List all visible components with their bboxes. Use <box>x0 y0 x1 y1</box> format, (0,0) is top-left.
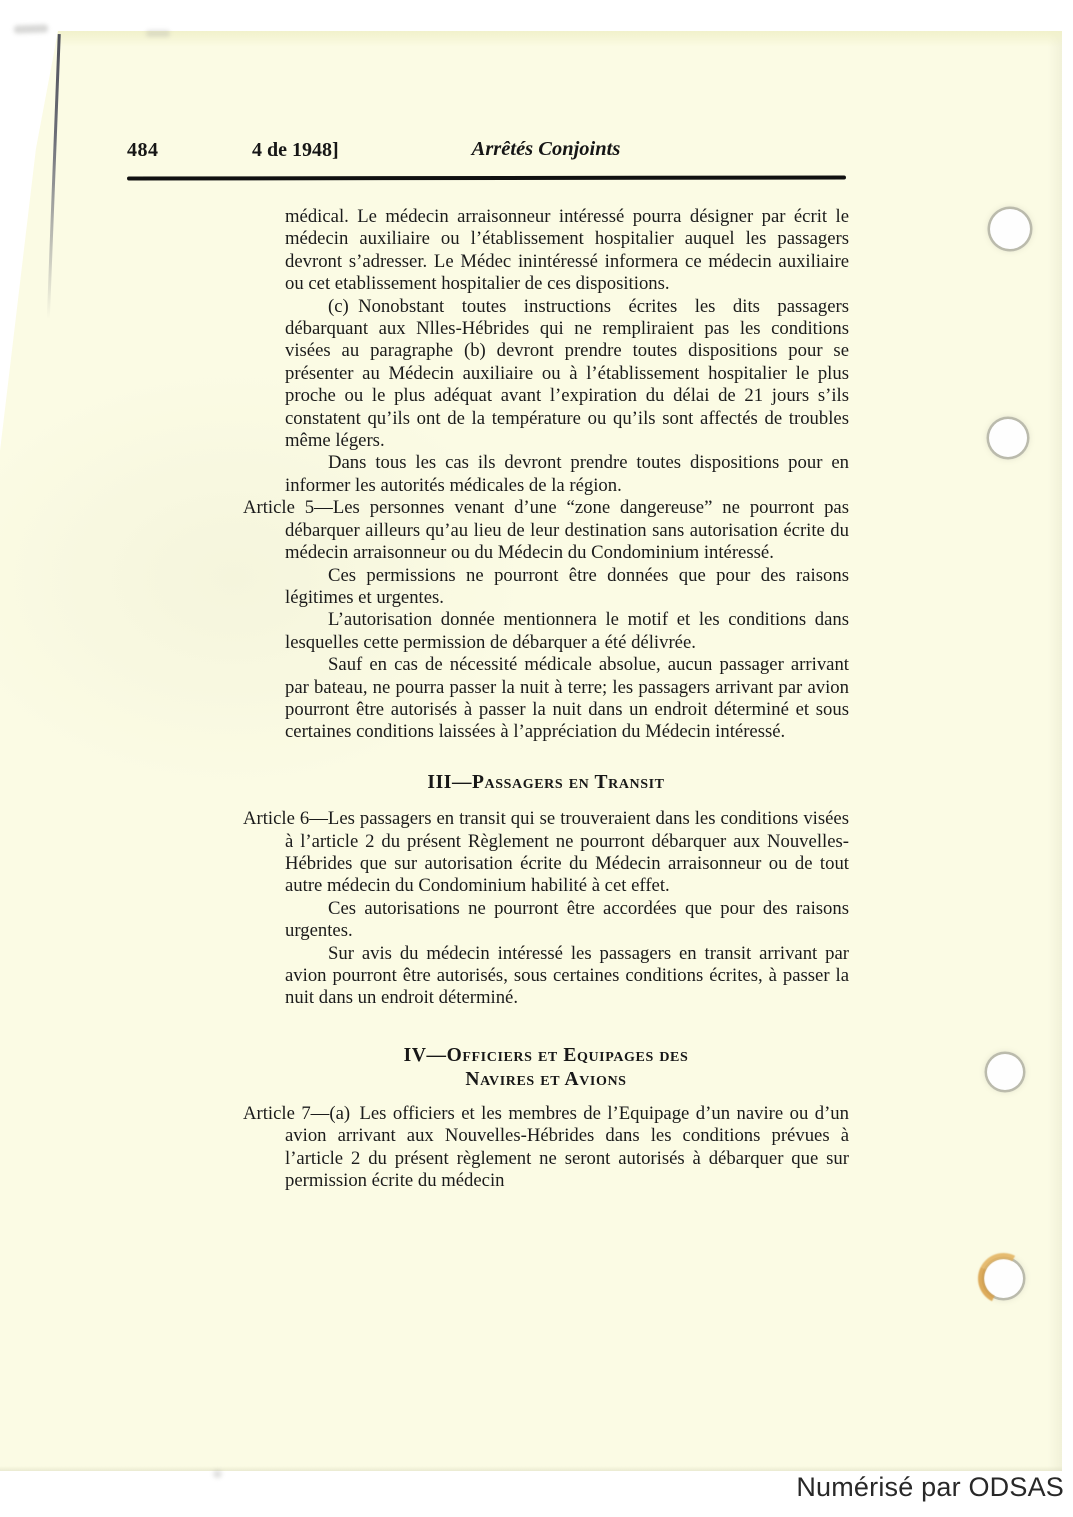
section-heading-iii: III—Passagers en Transit <box>427 771 665 793</box>
paragraph-dans-tous-les-cas: Dans tous les cas ils devront prendre toutes dispositions pour en informer les autorités médicales de la région. <box>285 452 849 496</box>
volume-reference: 4 de 1948] <box>252 139 339 161</box>
paragraph-sur-avis: Sur avis du médecin intéressé les passagers en transit arrivant par avion pourront être autorisés, sous certaines conditions écrites, à passer la nuit dans un endroit déterminé. <box>285 942 849 1009</box>
paragraph-sauf-necessite: Sauf en cas de nécessité médicale absolue, aucun passager arrivant par bateau, ne pourra passer la nuit à terre; les passagers arrivant par avion pourront être autorisés à passer la nuit dans un endroit déterminé et sous certaines conditions laissées à l’appréciation du Médecin intéressé. <box>285 654 849 743</box>
section-heading-iv-line2: Navires et Avions <box>465 1068 627 1090</box>
scan-smudge <box>146 30 170 37</box>
section-heading-iv <box>243 1044 849 1092</box>
punch-hole <box>990 209 1030 249</box>
scan-credit: Numérisé par ODSAS <box>796 1472 1064 1502</box>
running-title: Arrêtés Conjoints <box>471 138 621 160</box>
punch-hole-rust-stained <box>984 1259 1023 1298</box>
paragraph-ces-permissions: Ces permissions ne pourront être données que pour des raisons légitimes et urgentes. <box>285 564 849 608</box>
article-7: Article 7—(a) Les officiers et les membres de l’Equipage d’un navire ou d’un avion arrivant aux Nouvelles-Hébrides dans les conditions prévues à l’article 2 du présent règlement ne seront autorisés à débarquer que sur permission écrite du médecin <box>243 1102 849 1192</box>
article-5: Article 5—Les personnes venant d’une “zone dangereuse” ne pourront pas débarquer ailleurs qu’au lieu de leur destination sans autorisation écrite du médecin arraisonneur ou du Médecin du Condominium intéressé. <box>243 497 849 564</box>
paragraph-ces-autorisations: Ces autorisations ne pourront être accordées que pour des raisons urgentes. <box>285 897 849 942</box>
paragraph-clause-c: (c) Nonobstant toutes instructions écrites les dits passagers débarquant aux Nlles-Hébrides qui ne rempliraient pas les conditions visées au paragraphe (b) devront prendre toutes dispositions pour se présenter au Médecin auxiliaire ou à l’établissement hospitalier le plus proche ou le plus adéquat avant l’expiration du délai de 21 jours s’ils constatent qu’ils ont de la température ou qu’ils sont affectés de troubles même légers. <box>285 295 849 452</box>
text-column <box>243 206 849 1192</box>
page-number: 484 <box>127 139 159 161</box>
section-heading-iv-line1: IV—Officiers et Equipages des <box>403 1044 689 1066</box>
paragraph-continuation: médical. Le médecin arraisonneur intéressé pourra désigner par écrit le médecin auxiliaire ou l’établissement hospitalier auquel les passagers devront s’adresser. Le Médec inintéressé informera ce médecin auxiliaire ou cet etablissement hospitalier de ces dispositions. <box>285 206 849 295</box>
paragraph-autorisation-donnee: L’autorisation donnée mentionnera le motif et les conditions dans lesquelles cette permission de débarquer a été délivrée. <box>285 609 849 653</box>
scan-smudge <box>213 1470 222 1478</box>
punch-hole <box>987 1054 1023 1090</box>
article-6: Article 6—Les passagers en transit qui se trouveraient dans les conditions visées à l’article 2 du présent Règlement ne pourront débarquer aux Nouvelles-Hébrides que sur autorisation écrite du Médecin arraisonneur ou de tout autre médecin du Condominium habilité à cet effet. <box>243 808 849 897</box>
scan-smudge <box>14 24 48 33</box>
punch-hole <box>989 419 1027 457</box>
